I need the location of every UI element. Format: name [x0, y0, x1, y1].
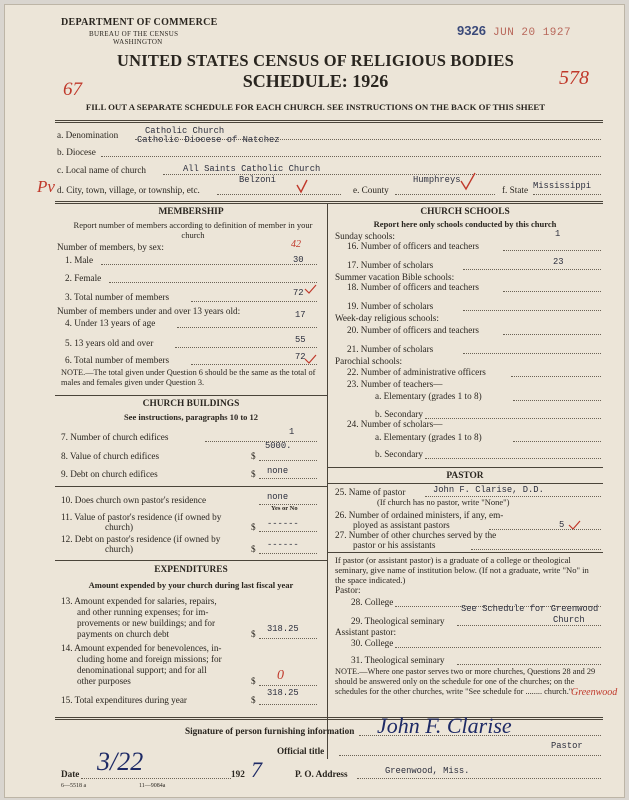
diocese-value: Catholic Diocese of Natchez — [137, 135, 280, 145]
buildings-sub: See instructions, paragraphs 10 to 12 — [123, 412, 259, 422]
red-mark-left: 67 — [63, 79, 82, 100]
local-name-label: c. Local name of church — [57, 165, 147, 175]
q23b-label: b. Secondary — [375, 409, 423, 419]
q1-male-label: 1. Male — [65, 255, 94, 265]
schedule-instruction: FILL OUT A SEPARATE SCHEDULE FOR EACH CHURCH. SEE INSTRUCTIONS ON THE BACK OF THIS SHEET — [85, 102, 546, 112]
q13-line4: payments on church debt — [77, 629, 170, 639]
local-name-value: All Saints Catholic Church — [183, 164, 321, 174]
q7-value: 1 — [289, 427, 295, 437]
q14-line3: denominational support; and for all — [77, 665, 207, 675]
q12-dollar: $ — [251, 544, 256, 554]
q24-label: 24. Number of scholars— — [347, 419, 443, 429]
red-margin-mark: Pv — [37, 177, 55, 196]
expenditures-sub: Amount expended by your church during last fiscal year — [88, 580, 294, 590]
members-by-sex-label: Number of members, by sex: — [57, 242, 164, 252]
q24b-label: b. Secondary — [375, 449, 423, 459]
denomination-label: a. Denomination — [57, 130, 119, 140]
county-label: e. County — [353, 185, 389, 195]
q17-label: 17. Number of scholars — [347, 260, 434, 270]
q14-value: 0 — [277, 668, 284, 683]
q13-value: 318.25 — [267, 624, 299, 634]
pastor-subhead: Pastor: — [335, 585, 361, 595]
q9-label: 9. Debt on church edifices — [61, 469, 158, 479]
weekday-schools-label: Week-day religious schools: — [335, 313, 439, 323]
q16-label: 16. Number of officers and teachers — [347, 241, 479, 251]
q26-line2: ployed as assistant pastors — [353, 520, 450, 530]
q3-total-value: 72 — [293, 288, 304, 298]
form-title: UNITED STATES CENSUS OF RELIGIOUS BODIES — [117, 51, 514, 70]
form-number: 9326 — [457, 23, 486, 38]
q5-over-13-value: 55 — [295, 335, 306, 345]
city-value: Belzoni — [239, 175, 276, 185]
q24a-label: a. Elementary (grades 1 to 8) — [375, 432, 482, 442]
q29-value-cont: Church — [553, 615, 585, 625]
date-label: Date — [61, 769, 80, 779]
sunday-schools-label: Sunday schools: — [335, 231, 395, 241]
q31-label: 31. Theological seminary — [351, 655, 445, 665]
q14-dollar: $ — [251, 676, 256, 686]
buildings-heading: CHURCH BUILDINGS — [142, 399, 240, 409]
q11-dollar: $ — [251, 522, 256, 532]
q13-line1: 13. Amount expended for salaries, repairs, — [61, 596, 217, 606]
q12-label-cont: church) — [105, 544, 134, 554]
state-value: Mississippi — [533, 181, 592, 191]
q13-line3: provements or new buildings; and for — [77, 618, 216, 628]
graduate-note: If pastor (or assistant pastor) is a graduate of a college or theological seminary, give name of institution below. (If not a graduate, write "No" in the space indicated.) — [335, 555, 589, 585]
parochial-schools-label: Parochial schools: — [335, 356, 403, 366]
q23-label: 23. Number of teachers— — [347, 379, 443, 389]
q27-line1: 27. Number of other churches served by the — [335, 530, 497, 540]
official-title-label: Official title — [277, 746, 325, 756]
received-date-stamp: JUN 20 1927 — [493, 27, 572, 39]
q8-label: 8. Value of church edifices — [61, 451, 160, 461]
q13-dollar: $ — [251, 629, 256, 639]
assistant-pastor-subhead: Assistant pastor: — [335, 627, 396, 637]
q19-label: 19. Number of scholars — [347, 301, 434, 311]
q14-line4: other purposes — [77, 676, 131, 686]
state-label: f. State — [502, 185, 529, 195]
pastor-note-red: Greenwood — [571, 687, 618, 698]
membership-intro: Report number of members according to definition of member in your church — [73, 220, 313, 240]
members-under-over-label: Number of members under and over 13 years old: — [57, 306, 241, 316]
date-value: 3/22 — [97, 747, 144, 776]
q21-label: 21. Number of scholars — [347, 344, 434, 354]
q1-male-value: 30 — [293, 255, 304, 265]
q17-value: 23 — [553, 257, 564, 267]
bureau-city: WASHINGTON — [113, 38, 163, 46]
q8-value: 5000. — [265, 441, 292, 451]
q4-under-13-label: 4. Under 13 years of age — [65, 318, 156, 328]
q23a-label: a. Elementary (grades 1 to 8) — [375, 391, 482, 401]
q9-dollar: $ — [251, 469, 256, 479]
denomination-value: Catholic Church — [145, 126, 225, 136]
q25-value: John F. Clarise, D.D. — [433, 485, 544, 495]
q7-label: 7. Number of church edifices — [61, 432, 169, 442]
city-label: d. City, town, village, or township, etc. — [57, 185, 200, 195]
q11-label-cont: church) — [105, 522, 134, 532]
q20-label: 20. Number of officers and teachers — [347, 325, 479, 335]
schools-heading: CHURCH SCHOOLS — [420, 207, 510, 217]
diocese-label: b. Diocese — [57, 147, 96, 157]
q26-line1: 26. Number of ordained ministers, if any, em- — [335, 510, 504, 520]
bureau-name: BUREAU OF THE CENSUS — [89, 30, 179, 38]
q28-label: 28. College — [351, 597, 394, 607]
pastor-signature: John F. Clarise — [377, 713, 512, 738]
q5-over-13-label: 5. 13 years old and over — [65, 338, 154, 348]
q9-value: none — [267, 466, 289, 476]
year-prefix: 192 — [231, 769, 245, 779]
q27-line2: pastor or his assistants — [353, 540, 436, 550]
census-schedule-sheet — [4, 4, 625, 798]
pastor-heading: PASTOR — [446, 471, 484, 481]
department-name: DEPARTMENT OF COMMERCE — [61, 17, 218, 28]
q3-total-label: 3. Total number of members — [65, 292, 170, 302]
county-value: Humphreys — [413, 175, 461, 185]
print-code: 11—9084a — [139, 783, 166, 789]
po-address-value: Greenwood, Miss. — [385, 766, 470, 776]
q13-line2: and other running expenses; for im- — [77, 607, 209, 617]
q27-value: 5 — [559, 520, 565, 530]
membership-heading: MEMBERSHIP — [158, 207, 224, 217]
expenditures-heading: EXPENDITURES — [154, 565, 228, 575]
q30-label: 30. College — [351, 638, 394, 648]
q18-label: 18. Number of officers and teachers — [347, 282, 479, 292]
q25-label: 25. Name of pastor — [335, 487, 406, 497]
q10-label: 10. Does church own pastor's residence — [61, 495, 207, 505]
q10-hint: Yes or No — [271, 505, 298, 512]
q2-female-label: 2. Female — [65, 273, 102, 283]
q25-hint: (If church has no pastor, write "None") — [377, 497, 510, 507]
signature-label: Signature of person furnishing information — [185, 726, 355, 736]
q29-value: See Schedule for Greenwood — [461, 604, 599, 614]
q15-value: 318.25 — [267, 688, 299, 698]
sunday-schools-value: 1 — [555, 229, 561, 239]
q1-red-note: 42 — [291, 239, 301, 250]
q14-line2: cluding home and foreign missions; for — [77, 654, 222, 664]
summer-schools-label: Summer vacation Bible schools: — [335, 272, 455, 282]
form-code: 6—5518 a — [61, 783, 87, 789]
q15-label: 15. Total expenditures during year — [61, 695, 187, 705]
red-mark-right: 578 — [559, 67, 589, 89]
q12-label: 12. Debt on pastor's residence (if owned by — [61, 534, 221, 544]
q15-dollar: $ — [251, 695, 256, 705]
q14-line1: 14. Amount expended for benevolences, in- — [61, 643, 222, 653]
schedule-title: SCHEDULE: 1926 — [242, 71, 389, 91]
q29-label: 29. Theological seminary — [351, 616, 445, 626]
po-address-label: P. O. Address — [295, 769, 348, 779]
q11-label: 11. Value of pastor's residence (if owned by — [61, 512, 222, 522]
q8-dollar: $ — [251, 451, 256, 461]
membership-note: NOTE.—The total given under Question 6 should be the same as the total of males and females given under Question 3. — [61, 368, 316, 387]
q22-label: 22. Number of administrative officers — [347, 367, 486, 377]
schools-sub: Report here only schools conducted by this church — [373, 219, 557, 229]
q6-total-value: 72 — [295, 352, 306, 362]
q4-under-13-value: 17 — [295, 310, 306, 320]
q10-value: none — [267, 492, 289, 502]
pastor-note: NOTE.—Where one pastor serves two or more churches, Questions 28 and 29 should be answered only on the schedule for one of the churches; on the schedules for the other churches, write "See schedule for ........ church." — [335, 667, 596, 696]
q12-value: ------ — [267, 540, 299, 550]
year-digit: 7 — [251, 757, 262, 782]
q6-total-label: 6. Total number of members — [65, 355, 170, 365]
q11-value: ------ — [267, 519, 299, 529]
official-title-value: Pastor — [551, 741, 583, 751]
